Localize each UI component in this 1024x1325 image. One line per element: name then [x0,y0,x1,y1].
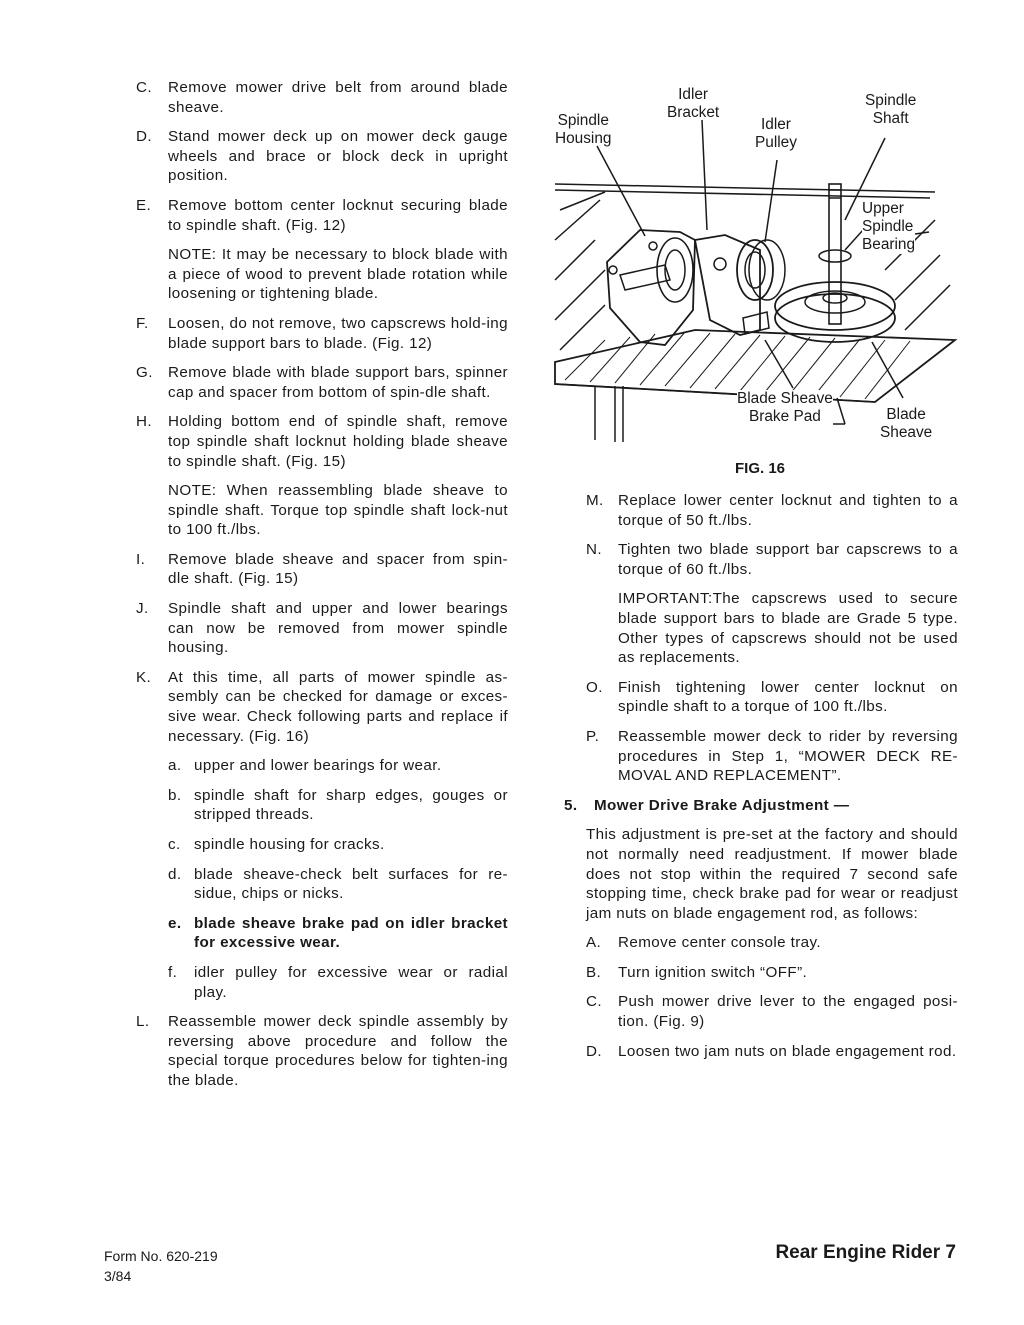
check-f: f. idler pulley for excessive wear or radial play. [168,963,508,1001]
footer-form-info [104,1246,218,1286]
check-e: e. blade sheave brake pad on idler bracket for excessive wear. [168,914,508,952]
adjust-step-d: D. Loosen two jam nuts on blade engagement rod. [586,1042,957,1060]
step-n: N. Tighten two blade support bar capscrews to a torque of 60 ft./lbs. [586,541,958,578]
step-o: O. Finish tightening lower center locknut on spindle shaft to a torque of 100 ft./lbs. [586,678,958,716]
label-idler-bracket: Idler Bracket [667,86,720,121]
check-d: d. blade sheave-check belt surfaces for re-sidue, chips or nicks. [168,865,508,903]
section-intro: This adjustment is pre-set at the factory and should not normally need readjustment. If mower blade does not stop within the required 7 second safe stopping time, check brake pad for wear or readjust jam nuts on blade engagement rod, as follows: [586,826,958,922]
step-j: J. Spindle shaft and upper and lower bearings can now be removed from mower spindle housing. [136,600,508,657]
step-g: G. Remove blade with blade support bars, spinner cap and spacer from bottom of spin-dle shaft. [136,364,508,401]
step-m: M. Replace lower center locknut and tighten to a torque of 50 ft./lbs. [586,492,958,529]
figure-16 [545,80,965,452]
note-block-blade: NOTE: It may be necessary to block blade with a piece of wood to prevent blade rotation while loosening or tightening blade. [168,246,508,303]
label-spindle-shaft: Spindle Shaft [865,92,917,127]
label-idler-pulley: Idler Pulley [755,116,797,151]
section-heading-brake-adjustment: 5. Mower Drive Brake Adjustment — [564,796,850,814]
adjust-step-a: A. Remove center console tray. [586,934,821,952]
right-column [564,491,958,1071]
form-date: 3/84 [104,1268,132,1284]
left-column [136,78,508,1101]
label-upper-spindle-bearing: Upper Spindle Bearing [862,200,916,253]
check-b: b. spindle shaft for sharp edges, gouges or stripped threads. [168,786,508,824]
step-p: P. Reassemble mower deck to rider by reversing procedures in Step 1, “MOWER DECK RE-MOVAL AND REPLACEMENT”. [586,727,958,785]
step-c: C. Remove mower drive belt from around blade sheave. [136,79,508,116]
note-important-capscrews: IMPORTANT:The capscrews used to secure blade support bars to blade are Grade 5 type. Other types of capscrews should not be used as replacements. [618,590,958,667]
note-reassembling: NOTE: When reassembling blade sheave to spindle shaft. Torque top spindle shaft lock-nut to 100 ft./lbs. [168,482,508,539]
label-blade-sheave: Blade Sheave [880,406,933,441]
adjust-step-b: B. Turn ignition switch “OFF”. [586,963,808,981]
adjust-step-c: C. Push mower drive lever to the engaged posi-tion. (Fig. 9) [586,993,958,1031]
step-i: I. Remove blade sheave and spacer from spin-dle shaft. (Fig. 15) [136,550,508,588]
form-number: Form No. 620-219 [104,1248,218,1264]
step-f: F. Loosen, do not remove, two capscrews hold-ing blade support bars to blade. (Fig. 12) [136,314,508,352]
check-c: c. spindle housing for cracks. [168,836,385,853]
step-h: H. Holding bottom end of spindle shaft, remove top spindle shaft locknut holding blade sheave to spindle shaft. (Fig. 15) [136,413,508,470]
label-blade-sheave-brake-pad: Blade Sheave Brake Pad [737,390,833,425]
step-d: D. Stand mower deck up on mower deck gauge wheels and brace or block deck in upright position. [136,128,508,185]
figure-caption: FIG. 16 [734,460,786,477]
step-e: E. Remove bottom center locknut securing blade to spindle shaft. (Fig. 12) [136,196,508,234]
step-l: L. Reassemble mower deck spindle assembly by reversing above procedure and follow the special torque procedures below for tighten-ing the blade. [136,1013,508,1089]
page-title-footer: Rear Engine Rider 7 [775,1242,956,1263]
label-spindle-housing: Spindle Housing [555,112,612,147]
step-k: K. At this time, all parts of mower spindle as-sembly can be checked for damage or exces-sive wear. Check following parts and replace if necessary. (Fig. 16) [136,668,508,745]
check-a: a. upper and lower bearings for wear. [168,757,442,775]
